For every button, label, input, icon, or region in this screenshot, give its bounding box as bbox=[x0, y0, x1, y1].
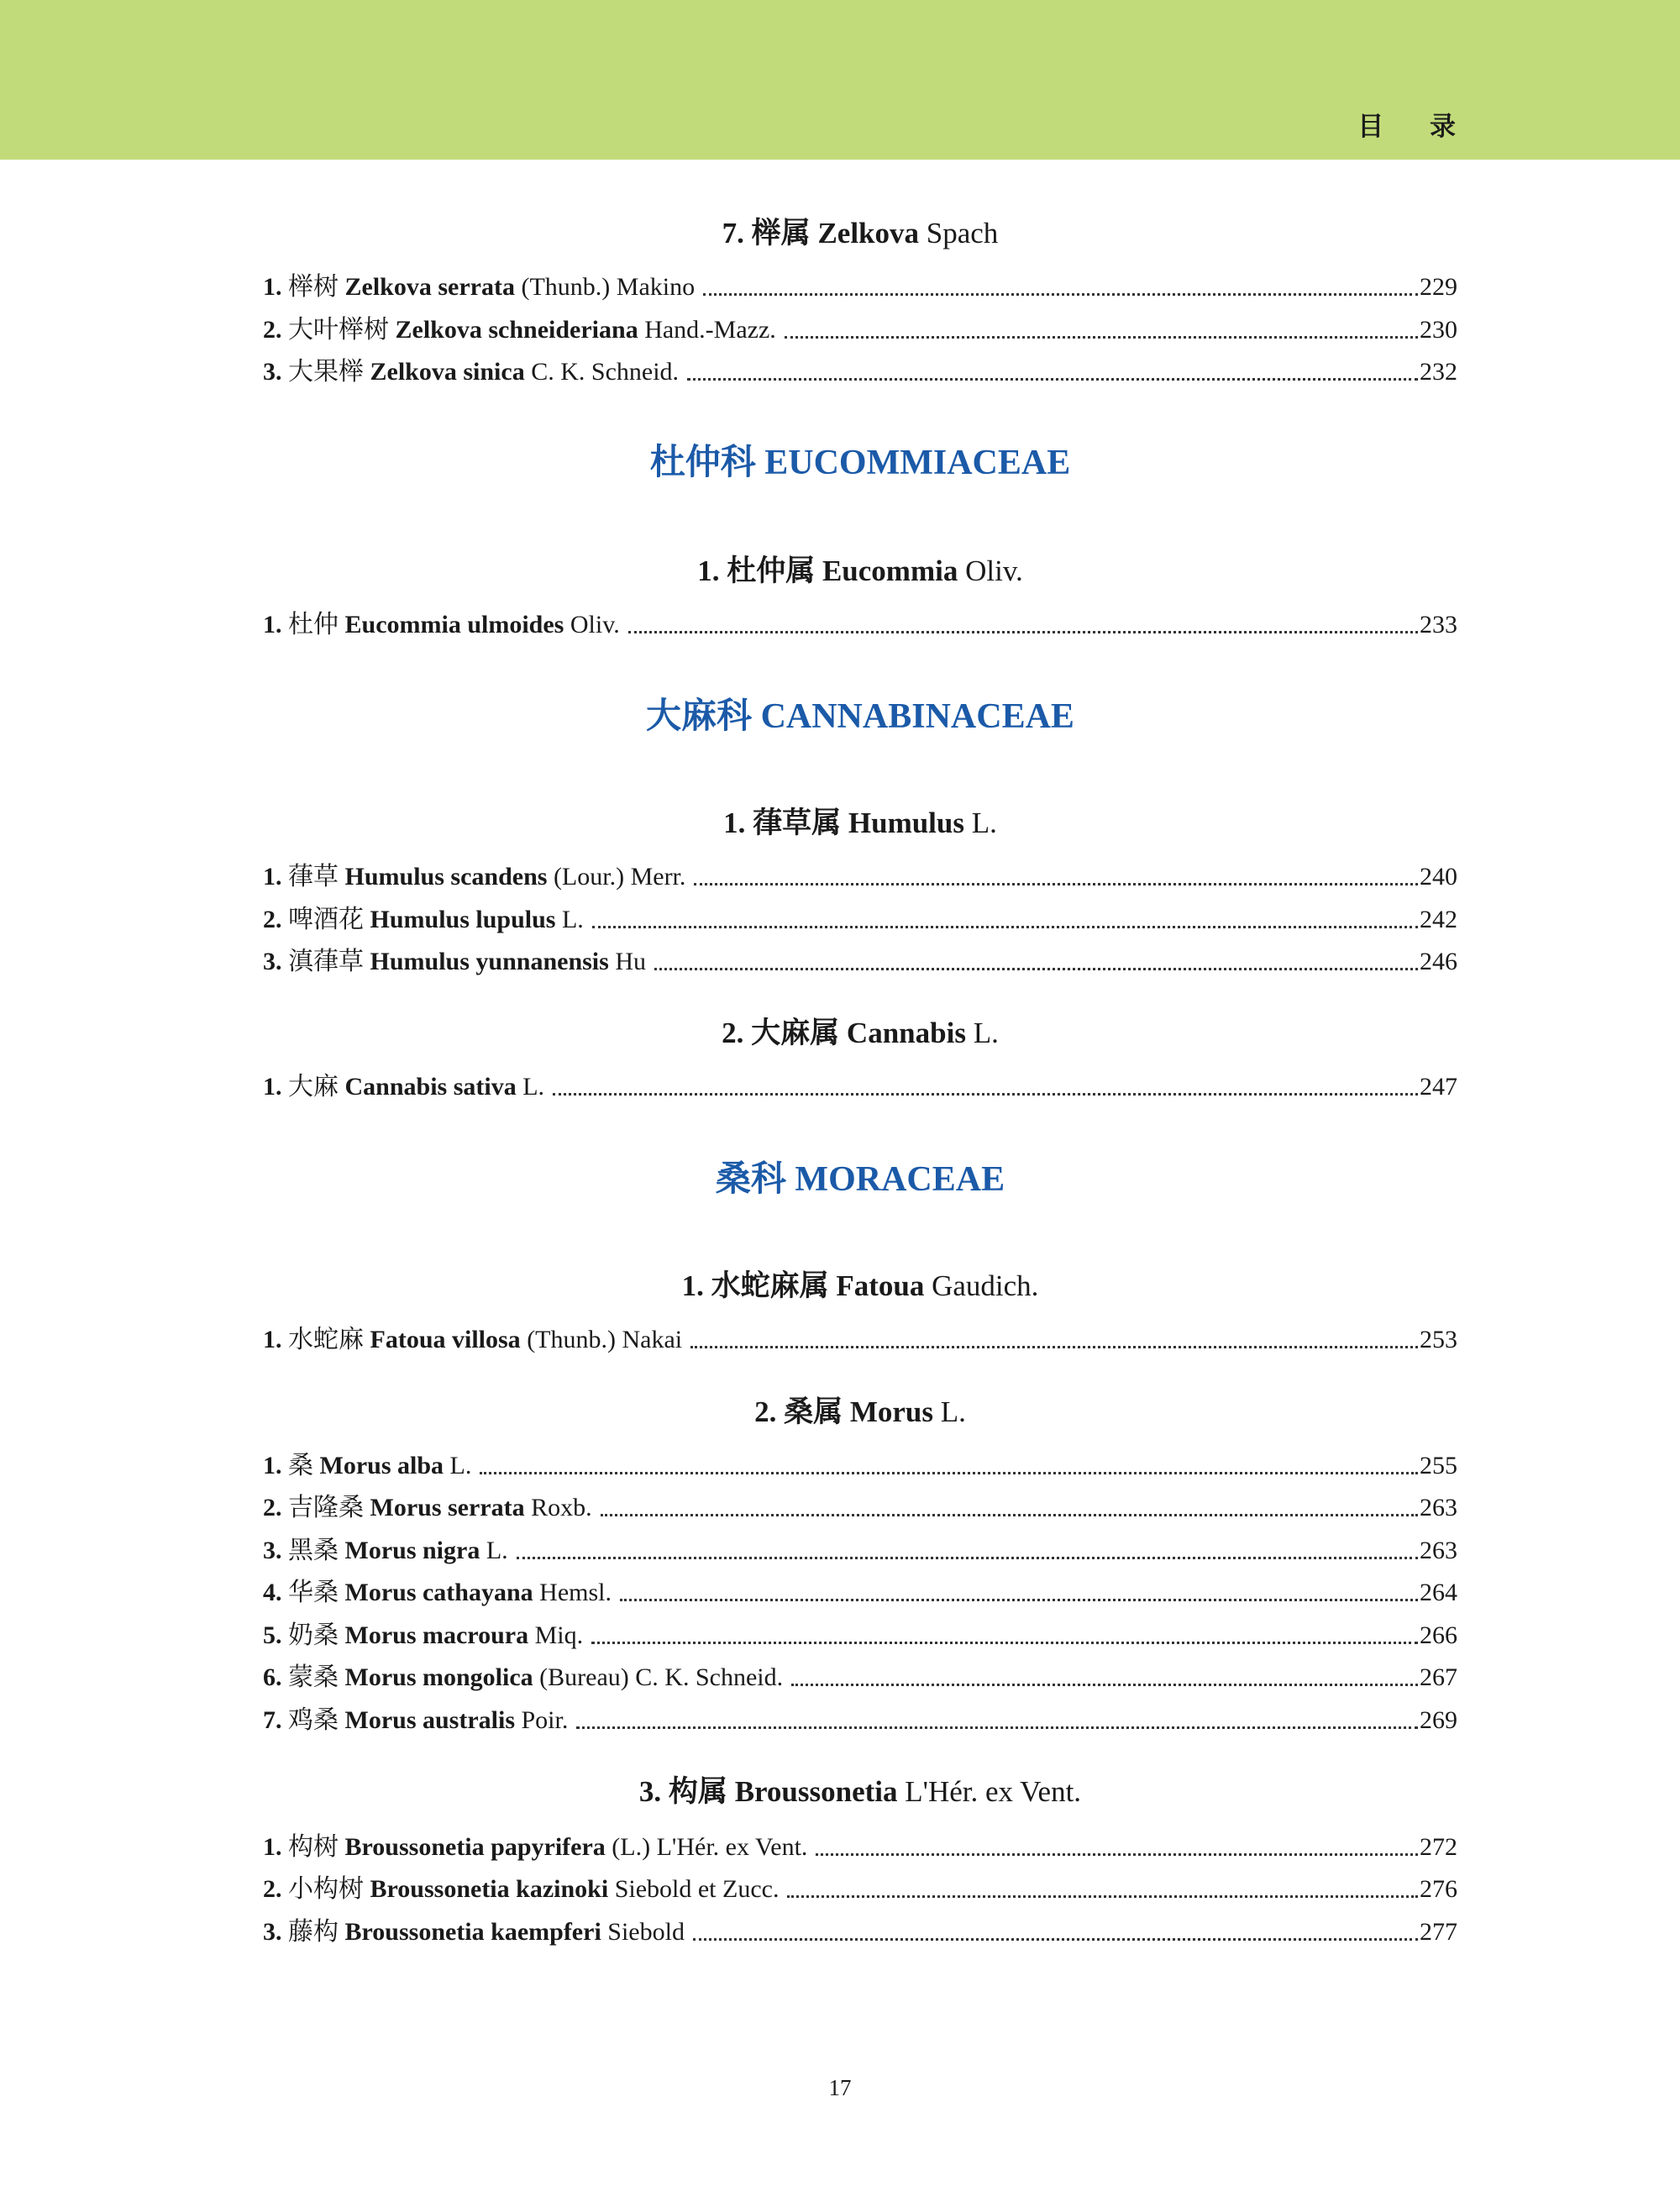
genus-number: 3. bbox=[638, 1775, 669, 1808]
entry-latin-name: Zelkova sinica bbox=[370, 358, 525, 386]
dot-leader bbox=[517, 1557, 1418, 1559]
entry-number: 1. bbox=[263, 611, 288, 638]
entry-number: 2. bbox=[263, 906, 288, 933]
entry-number: 2. bbox=[263, 1875, 288, 1903]
entry-latin-name: Broussonetia kazinoki bbox=[370, 1875, 609, 1903]
genus-latin-name: Eucommia bbox=[822, 554, 958, 587]
entry-author: Poir. bbox=[515, 1706, 569, 1734]
entry-cn-name: 小构树 bbox=[288, 1875, 370, 1903]
entry-latin-name: Zelkova schneideriana bbox=[395, 316, 638, 344]
genus-heading bbox=[263, 1394, 1457, 1431]
genus-heading bbox=[263, 1773, 1457, 1810]
genus-number: 2. bbox=[754, 1395, 785, 1428]
dot-leader bbox=[791, 1684, 1418, 1686]
genus-heading bbox=[263, 805, 1457, 842]
entry-page-number: 277 bbox=[1420, 1918, 1457, 1946]
entry-page-number: 263 bbox=[1420, 1494, 1457, 1521]
entry-author: (Thunb.) Makino bbox=[514, 273, 696, 301]
toc-entry[interactable] bbox=[263, 1619, 1457, 1653]
dot-leader bbox=[687, 378, 1418, 381]
entry-name bbox=[263, 1323, 690, 1357]
entry-cn-name: 滇葎草 bbox=[288, 948, 370, 975]
dot-leader bbox=[694, 883, 1418, 885]
entry-author: Hemsl. bbox=[533, 1579, 612, 1606]
toc-entry[interactable] bbox=[263, 1323, 1457, 1357]
genus-number: 2. bbox=[722, 1017, 752, 1049]
dot-leader bbox=[693, 1938, 1418, 1941]
genus-author: L'Hér. ex Vent. bbox=[897, 1775, 1082, 1808]
entry-name bbox=[263, 1619, 591, 1653]
entry-number: 1. bbox=[263, 863, 288, 891]
entry-page-number: 240 bbox=[1420, 863, 1457, 891]
entry-name bbox=[263, 313, 785, 347]
genus-number: 1. bbox=[681, 1269, 711, 1302]
entry-page-number: 269 bbox=[1420, 1706, 1457, 1734]
genus-latin-name: Cannabis bbox=[846, 1017, 966, 1049]
entry-cn-name: 奶桑 bbox=[288, 1621, 345, 1649]
dot-leader bbox=[480, 1472, 1418, 1474]
entry-cn-name: 藤构 bbox=[288, 1918, 345, 1946]
entry-cn-name: 吉隆桑 bbox=[288, 1494, 370, 1521]
genus-cn-name: 水蛇麻属 bbox=[711, 1269, 837, 1302]
toc-entry[interactable] bbox=[263, 1704, 1457, 1737]
entry-page-number: 230 bbox=[1420, 316, 1457, 344]
entry-latin-name: Morus macroura bbox=[344, 1621, 529, 1649]
entry-number: 1. bbox=[263, 273, 288, 301]
entry-page-number: 264 bbox=[1420, 1579, 1457, 1606]
entry-number: 1. bbox=[263, 1452, 288, 1479]
genus-latin-name: Humulus bbox=[848, 807, 964, 839]
entry-author: L. bbox=[444, 1452, 472, 1479]
entry-number: 3. bbox=[263, 1537, 288, 1564]
entry-number: 3. bbox=[263, 358, 288, 386]
family-latin-name: EUCOMMIACEAE bbox=[764, 444, 1071, 482]
entry-page-number: 276 bbox=[1420, 1875, 1457, 1903]
toc-entry[interactable] bbox=[263, 860, 1457, 894]
toc-entry[interactable] bbox=[263, 1831, 1457, 1864]
genus-latin-name: Morus bbox=[849, 1395, 934, 1428]
toc-entry[interactable] bbox=[263, 903, 1457, 937]
entry-latin-name: Eucommia ulmoides bbox=[344, 611, 564, 638]
entry-name bbox=[263, 1576, 620, 1610]
toc-entry[interactable] bbox=[263, 1661, 1457, 1695]
genus-latin-name: Zelkova bbox=[817, 217, 920, 250]
dot-leader bbox=[628, 631, 1418, 633]
dot-leader bbox=[592, 926, 1418, 928]
entry-author: Siebold et Zucc. bbox=[608, 1875, 780, 1903]
genus-author: L. bbox=[933, 1395, 966, 1428]
entry-name bbox=[263, 608, 628, 642]
entry-latin-name: Humulus lupulus bbox=[370, 906, 556, 933]
entry-cn-name: 黑桑 bbox=[288, 1537, 345, 1564]
entry-cn-name: 大麻 bbox=[288, 1073, 345, 1101]
entry-number: 1. bbox=[263, 1833, 288, 1861]
genus-cn-name: 杜仲属 bbox=[727, 554, 822, 587]
entry-cn-name: 大叶榉树 bbox=[288, 316, 396, 344]
entry-number: 4. bbox=[263, 1579, 288, 1606]
dot-leader bbox=[703, 293, 1418, 296]
entry-number: 1. bbox=[263, 1073, 288, 1101]
toc-entry[interactable] bbox=[263, 945, 1457, 979]
entry-name bbox=[263, 1873, 787, 1906]
entry-name bbox=[263, 860, 694, 894]
entry-page-number: 267 bbox=[1420, 1663, 1457, 1691]
entry-latin-name: Humulus scandens bbox=[344, 863, 548, 891]
entry-page-number: 242 bbox=[1420, 906, 1457, 933]
entry-latin-name: Broussonetia papyrifera bbox=[344, 1833, 606, 1861]
entry-number: 3. bbox=[263, 1918, 288, 1946]
genus-latin-name: Broussonetia bbox=[734, 1775, 898, 1808]
toc-entry[interactable] bbox=[263, 1491, 1457, 1525]
entry-number: 2. bbox=[263, 1494, 288, 1521]
entry-number: 7. bbox=[263, 1706, 288, 1734]
genus-heading bbox=[263, 1268, 1457, 1305]
dot-leader bbox=[591, 1642, 1418, 1644]
entry-name bbox=[263, 1534, 517, 1568]
entry-name bbox=[263, 1704, 576, 1737]
toc-entry[interactable] bbox=[263, 1449, 1457, 1483]
entry-name bbox=[263, 355, 687, 389]
genus-cn-name: 构属 bbox=[668, 1775, 735, 1808]
genus-author: Gaudich. bbox=[924, 1269, 1039, 1302]
entry-cn-name: 水蛇麻 bbox=[288, 1326, 370, 1353]
toc-entry[interactable] bbox=[263, 608, 1457, 642]
toc-entry[interactable] bbox=[263, 271, 1457, 304]
dot-leader bbox=[620, 1599, 1418, 1601]
entry-cn-name: 葎草 bbox=[288, 863, 345, 891]
entry-author: Oliv. bbox=[564, 611, 620, 638]
entry-number: 6. bbox=[263, 1663, 288, 1691]
genus-author: L. bbox=[964, 807, 997, 839]
entry-page-number: 272 bbox=[1420, 1833, 1457, 1861]
entry-page-number: 263 bbox=[1420, 1537, 1457, 1564]
entry-author: Miq. bbox=[528, 1621, 584, 1649]
entry-name bbox=[263, 1661, 791, 1695]
genus-cn-name: 葎草属 bbox=[753, 807, 848, 839]
entry-author: (Thunb.) Nakai bbox=[520, 1326, 683, 1353]
entry-author: Hu bbox=[608, 948, 646, 975]
toc-entry[interactable] bbox=[263, 1873, 1457, 1906]
entry-latin-name: Cannabis sativa bbox=[344, 1073, 517, 1101]
family-heading bbox=[263, 1159, 1457, 1201]
entry-cn-name: 大果榉 bbox=[288, 358, 370, 386]
entry-name bbox=[263, 1449, 480, 1483]
entry-number: 5. bbox=[263, 1621, 288, 1649]
entry-latin-name: Zelkova serrata bbox=[344, 273, 515, 301]
dot-leader bbox=[553, 1093, 1418, 1096]
genus-heading bbox=[263, 1015, 1457, 1052]
genus-heading bbox=[263, 553, 1457, 590]
entry-cn-name: 蒙桑 bbox=[288, 1663, 345, 1691]
family-latin-name: MORACEAE bbox=[795, 1160, 1005, 1199]
family-heading bbox=[263, 442, 1457, 484]
entry-author: L. bbox=[480, 1537, 508, 1564]
entry-author: Hand.-Mazz. bbox=[638, 316, 776, 344]
genus-cn-name: 大麻属 bbox=[751, 1017, 847, 1049]
entry-latin-name: Fatoua villosa bbox=[370, 1326, 521, 1353]
page-number: 17 bbox=[828, 2075, 852, 2100]
entry-cn-name: 鸡桑 bbox=[288, 1706, 345, 1734]
entry-cn-name: 桑 bbox=[288, 1452, 320, 1479]
entry-cn-name: 榉树 bbox=[288, 273, 345, 301]
entry-name bbox=[263, 1915, 693, 1949]
toc-entry[interactable] bbox=[263, 313, 1457, 347]
entry-author: Siebold bbox=[601, 1918, 685, 1946]
genus-number: 1. bbox=[697, 554, 727, 587]
genus-cn-name: 榉属 bbox=[751, 217, 818, 250]
entry-latin-name: Morus australis bbox=[344, 1706, 515, 1734]
dot-leader bbox=[690, 1346, 1418, 1348]
entry-number: 2. bbox=[263, 316, 288, 344]
entry-latin-name: Broussonetia kaempferi bbox=[344, 1918, 601, 1946]
entry-page-number: 232 bbox=[1420, 358, 1457, 386]
toc-entry[interactable] bbox=[263, 1534, 1457, 1568]
entry-author: L. bbox=[555, 906, 584, 933]
entry-latin-name: Morus serrata bbox=[370, 1494, 525, 1521]
genus-author: L. bbox=[965, 1017, 999, 1049]
entry-author: (Lour.) Merr. bbox=[547, 863, 686, 891]
entry-cn-name: 杜仲 bbox=[288, 611, 345, 638]
dot-leader bbox=[785, 336, 1418, 339]
entry-cn-name: 啤酒花 bbox=[288, 906, 370, 933]
genus-author: Spach bbox=[919, 217, 999, 250]
entry-latin-name: Morus alba bbox=[319, 1452, 444, 1479]
genus-latin-name: Fatoua bbox=[836, 1269, 925, 1302]
entry-latin-name: Morus cathayana bbox=[344, 1579, 533, 1606]
header-band bbox=[0, 0, 1680, 160]
toc-entry[interactable] bbox=[263, 1070, 1457, 1104]
header-title: 目 录 bbox=[1357, 112, 1474, 142]
entry-author: L. bbox=[516, 1073, 545, 1101]
entry-cn-name: 构树 bbox=[288, 1833, 345, 1861]
toc-entry[interactable] bbox=[263, 1915, 1457, 1949]
genus-cn-name: 桑属 bbox=[784, 1395, 850, 1428]
dot-leader bbox=[787, 1895, 1418, 1898]
entry-latin-name: Morus mongolica bbox=[344, 1663, 533, 1691]
toc-entry[interactable] bbox=[263, 355, 1457, 389]
dot-leader bbox=[654, 968, 1418, 970]
family-cn-name: 杜仲科 bbox=[649, 444, 765, 482]
genus-author: Oliv. bbox=[958, 554, 1023, 587]
entry-page-number: 255 bbox=[1420, 1452, 1457, 1479]
entry-author: (Bureau) C. K. Schneid. bbox=[533, 1663, 784, 1691]
genus-heading bbox=[263, 215, 1457, 252]
entry-author: (L.) L'Hér. ex Vent. bbox=[605, 1833, 808, 1861]
genus-number: 7. bbox=[722, 217, 752, 250]
entry-latin-name: Humulus yunnanensis bbox=[370, 948, 609, 975]
family-heading bbox=[263, 696, 1457, 738]
entry-name bbox=[263, 945, 654, 979]
dot-leader bbox=[816, 1853, 1418, 1856]
entry-cn-name: 华桑 bbox=[288, 1579, 345, 1606]
dot-leader bbox=[601, 1514, 1418, 1516]
entry-number: 1. bbox=[263, 1326, 288, 1353]
entry-name bbox=[263, 271, 703, 304]
entry-name bbox=[263, 903, 592, 937]
entry-name bbox=[263, 1491, 601, 1525]
entry-name bbox=[263, 1070, 553, 1104]
entry-page-number: 253 bbox=[1420, 1326, 1457, 1353]
entry-name bbox=[263, 1831, 816, 1864]
entry-page-number: 247 bbox=[1420, 1073, 1457, 1101]
entry-latin-name: Morus nigra bbox=[344, 1537, 480, 1564]
entry-page-number: 246 bbox=[1420, 948, 1457, 975]
entry-page-number: 233 bbox=[1420, 611, 1457, 638]
entry-page-number: 229 bbox=[1420, 273, 1457, 301]
entry-author: Roxb. bbox=[524, 1494, 592, 1521]
family-latin-name: CANNABINACEAE bbox=[760, 697, 1074, 736]
entry-number: 3. bbox=[263, 948, 288, 975]
toc-entry[interactable] bbox=[263, 1576, 1457, 1610]
entry-author: C. K. Schneid. bbox=[524, 358, 680, 386]
genus-number: 1. bbox=[723, 807, 753, 839]
entry-page-number: 266 bbox=[1420, 1621, 1457, 1649]
dot-leader bbox=[576, 1726, 1418, 1729]
family-cn-name: 大麻科 bbox=[646, 697, 761, 736]
family-cn-name: 桑科 bbox=[715, 1160, 795, 1199]
